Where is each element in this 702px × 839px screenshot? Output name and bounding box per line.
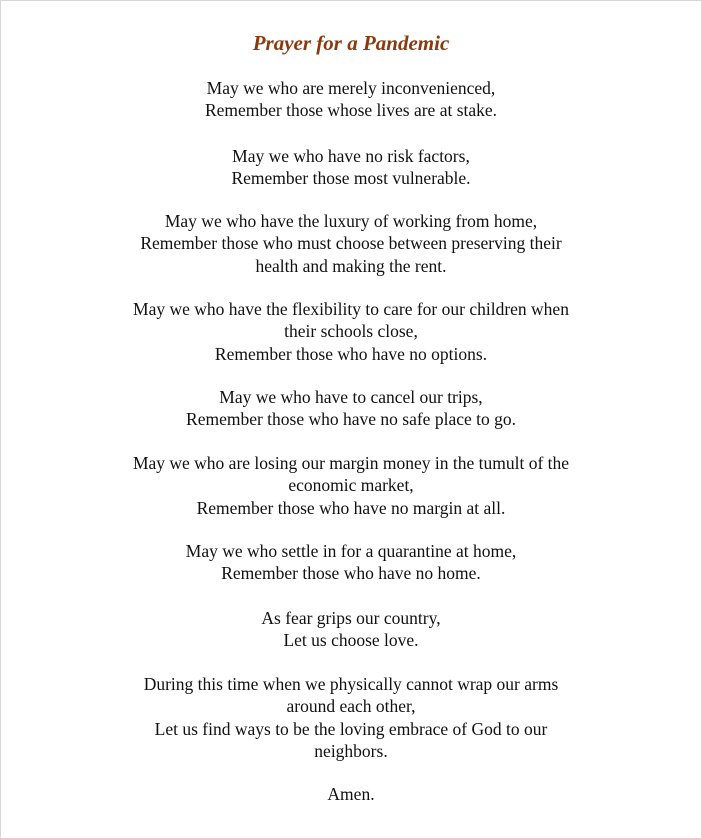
- poem-line: their schools close,: [284, 321, 418, 342]
- poem-line: May we who have no risk factors,: [232, 146, 470, 166]
- poem-line: Let us choose love.: [283, 630, 419, 651]
- poem-line: Remember those who have no home.: [221, 563, 481, 584]
- poem-line: economic market,: [288, 475, 414, 496]
- poem-line: May we who are merely inconvenienced,: [206, 78, 496, 98]
- stanza-6: [1, 452, 701, 519]
- poem-line: Amen.: [327, 784, 375, 804]
- stanza-4: [1, 298, 701, 365]
- poem-line: Remember those who have no safe place to go.: [186, 409, 516, 430]
- stanza-3: [1, 210, 701, 277]
- poem-line: As fear grips our country,: [261, 608, 441, 628]
- stanza-1: [1, 77, 701, 122]
- stanza-7: [1, 540, 701, 585]
- poem-line: Remember those whose lives are at stake.: [204, 100, 498, 121]
- poem-line: May we who settle in for a quarantine at home,: [185, 541, 517, 561]
- stanza-5: [1, 386, 701, 431]
- poem-line: During this time when we physically cannot wrap our arms: [143, 674, 559, 694]
- poem-line: around each other,: [286, 696, 416, 717]
- poem-line: Remember those who must choose between preserving their: [140, 233, 562, 254]
- poem-line: neighbors.: [314, 740, 388, 761]
- poem-line: May we who have the flexibility to care for our children when: [133, 299, 569, 319]
- poem-line: Remember those who have no margin at all.: [196, 497, 506, 518]
- stanza-2: [1, 145, 701, 190]
- poem-line: Remember those most vulnerable.: [231, 168, 471, 189]
- poem-line: May we who are losing our margin money in the tumult of the: [132, 453, 570, 473]
- poem-line: Remember those who have no options.: [214, 343, 488, 364]
- stanza-8: [1, 607, 701, 652]
- poem-line: Let us find ways to be the loving embrace of God to our: [154, 718, 548, 739]
- stanza-9: [1, 673, 701, 762]
- poem-line: May we who have the luxury of working from home,: [164, 211, 538, 231]
- poem-line: May we who have to cancel our trips,: [219, 387, 483, 407]
- stanza-10: [1, 783, 701, 805]
- poem-line: health and making the rent.: [255, 255, 447, 276]
- poem-title: Prayer for a Pandemic: [252, 31, 450, 55]
